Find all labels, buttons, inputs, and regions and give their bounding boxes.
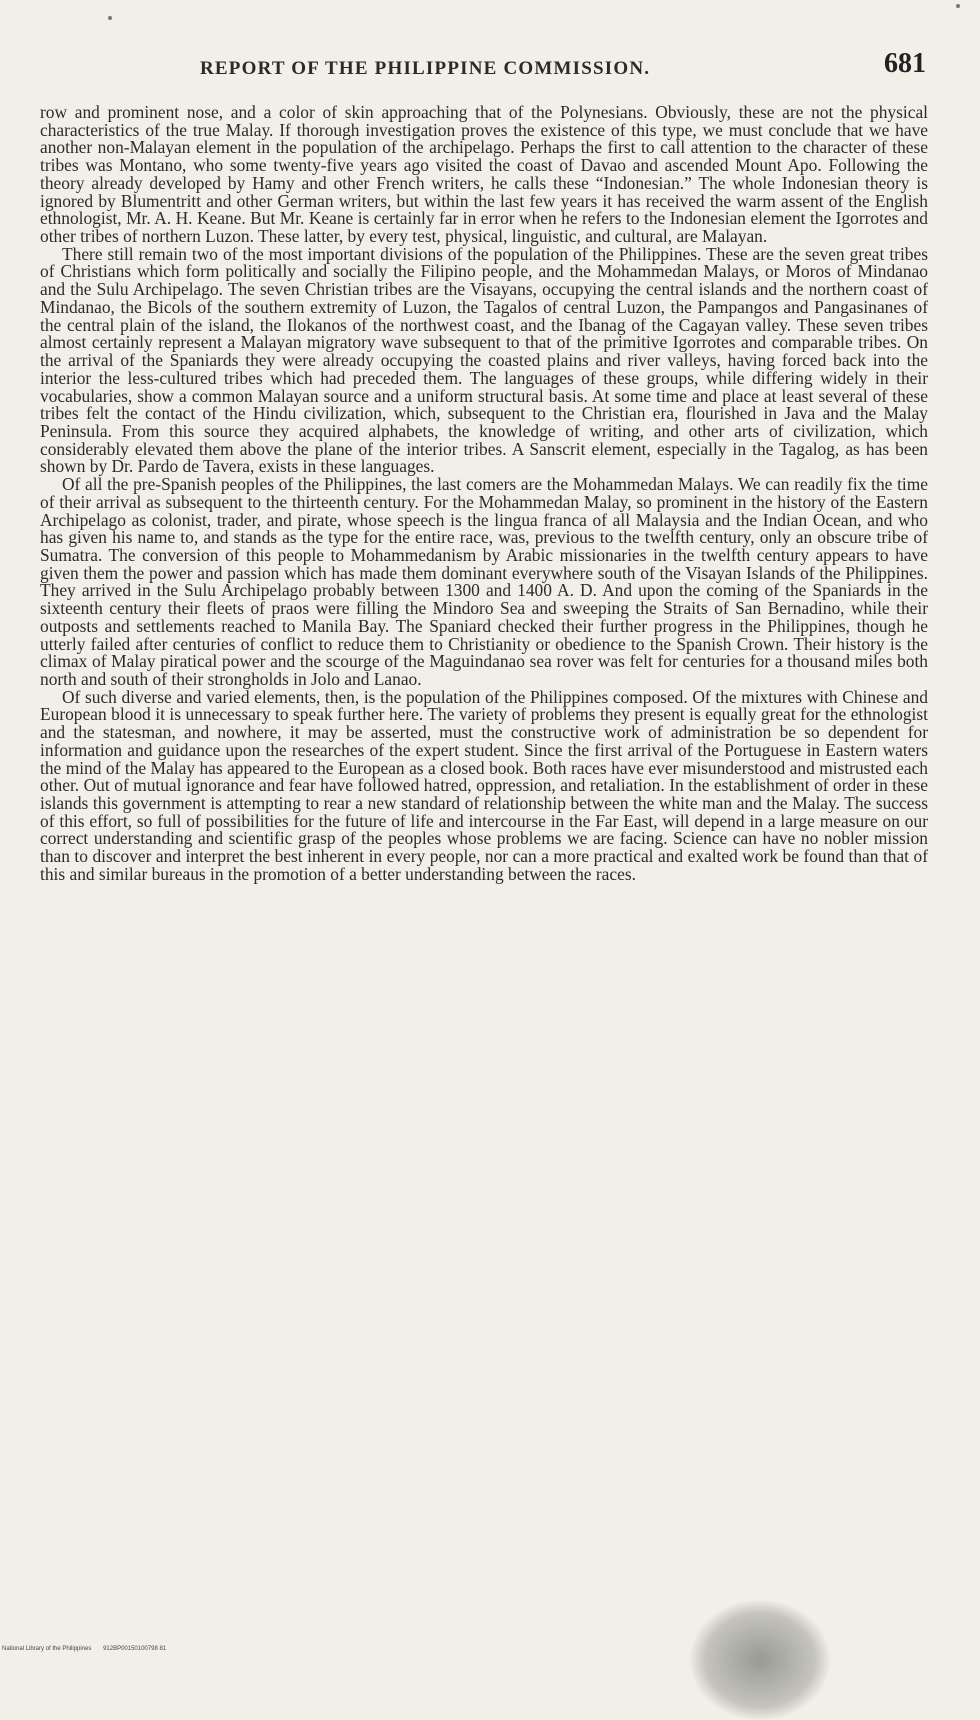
running-title: REPORT OF THE PHILIPPINE COMMISSION. xyxy=(200,58,651,79)
footer-code: 912BP00150100798 81 xyxy=(103,1646,167,1652)
page-header xyxy=(100,44,930,84)
paragraph-1: row and prominent nose, and a color of skin approaching that of the Polynesians. Obviously, these are not the physical characteristics of the true Malay. If thorough investigation proves the existence of this type, we must conclude that we have another non-Malayan element in the population of the archipelago. Perhaps the first to call attention to the character of these tribes was Montano, who some twenty-five years ago visited the coast of Davao and ascended Mount Apo. Following the theory already developed by Hamy and other French writers, he calls these “Indonesian.” The whole Indonesian theory is ignored by Blumentritt and other German writers, but within the last few years it has received the warm assent of the English ethnologist, Mr. A. H. Keane. But Mr. Keane is certainly far in error when he refers to the Indonesian element the Igorrotes and other tribes of northern Luzon. These latter, by every test, physical, linguistic, and cultural, are Malayan. xyxy=(40,102,928,247)
paragraph-4: Of such diverse and varied elements, then, is the population of the Philippines composed. Of the mixtures with Chinese and European blood it is unnecessary to speak further here. The variety of problems they present is equally great for the ethnologist and the statesman, and nowhere, it may be asserted, must the constructive work of administration be so dependent for information and guidance upon the researches of the expert student. Since the first arrival of the Portuguese in Eastern waters the mind of the Malay has appeared to the European as a closed book. Both races have ever misunderstood and mistrusted each other. Out of mutual ignorance and fear have followed hatred, oppression, and retaliation. In the establishment of order in these islands this government is attempting to rear a new standard of relationship between the white man and the Malay. The success of this effort, so full of possibilities for the future of life and intercourse in the Far East, will depend in a large measure on our correct understanding and scientific grasp of the peoples whose problems we are facing. Science can have no nobler mission than to discover and interpret the best inherent in every people, nor can a more practical and exalted work be found than that of this and similar bureaus in the promotion of a better understanding between the races. xyxy=(40,686,928,884)
footer-library: National Library of the Philippines xyxy=(2,1646,92,1652)
scan-smudge xyxy=(690,1600,830,1720)
scan-speck xyxy=(108,16,112,20)
paragraph-2: There still remain two of the most important divisions of the population of the Philippines. These are the seven great tribes of Christians which form politically and socially the Filipino people, and the Mohammedan Malays, or Moros of Mindanao and the Sulu Archipelago. The seven Christian tribes are the Visayans, occupying the central islands and the northern coast of Mindanao, the Bicols of the southern extremity of Luzon, the Tagalos of central Luzon, the Pampangos and Pangasinanes of the central plain of the island, the Ilokanos of the northwest coast, and the Ibanag of the Cagayan valley. These seven tribes almost certainly represent a Malayan migratory wave subsequent to that of the primitive Igorrotes and comparable tribes. On the arrival of the Spaniards they were already occupying the coasted plains and river valleys, having forced back into the interior the less-cultured tribes which had preceded them. The languages of these groups, while differing widely in their vocabularies, show a common Malayan source and a uniform structural basis. At some time and place at least several of these tribes felt the contact of the Hindu civilization, which, subsequent to the Christian era, flourished in Java and the Malay Peninsula. From this source they acquired alphabets, the knowledge of writing, and other arts of civilization, which considerably elevated them above the plane of the interior tribes. A Sanscrit element, especially in the Tagalog, as has been shown by Dr. Pardo de Tavera, exists in these languages. xyxy=(40,243,928,477)
scan-footer xyxy=(2,1646,176,1652)
paragraph-3: Of all the pre-Spanish peoples of the Philippines, the last comers are the Mohammedan Malays. We can readily fix the time of their arrival as subsequent to the thirteenth century. For the Mohammedan Malay, so prominent in the history of the Eastern Archipelago as colonist, trader, and pirate, whose speech is the lingua franca of all Malaysia and the Indian Ocean, and who has given his name to, and stands as the type for the entire race, was, previous to the twelfth century, only an obscure tribe of Sumatra. The conversion of this people to Mohammedanism by Arabic missionaries in the twelfth century appears to have given them the power and passion which has made them dominant everywhere south of the Visayan Islands of the Philippines. They arrived in the Sulu Archipelago probably between 1300 and 1400 A. D. And upon the coming of the Spaniards in the sixteenth century their fleets of praos were filling the Mindoro Sea and sweeping the Straits of San Bernadino, while their outposts and settlements reached to Manila Bay. The Spaniard checked their further progress in the Philippines, though he utterly failed after centuries of conflict to reduce them to Christianity or obedience to the Spanish Crown. Their history is the climax of Malay piratical power and the scourge of the Maguindanao sea rover was felt for centuries for a thousand miles both north and south of their strongholds in Jolo and Lanao. xyxy=(40,474,928,689)
scan-speck xyxy=(956,4,960,8)
page-number: 681 xyxy=(884,48,926,79)
body-text xyxy=(40,104,928,884)
